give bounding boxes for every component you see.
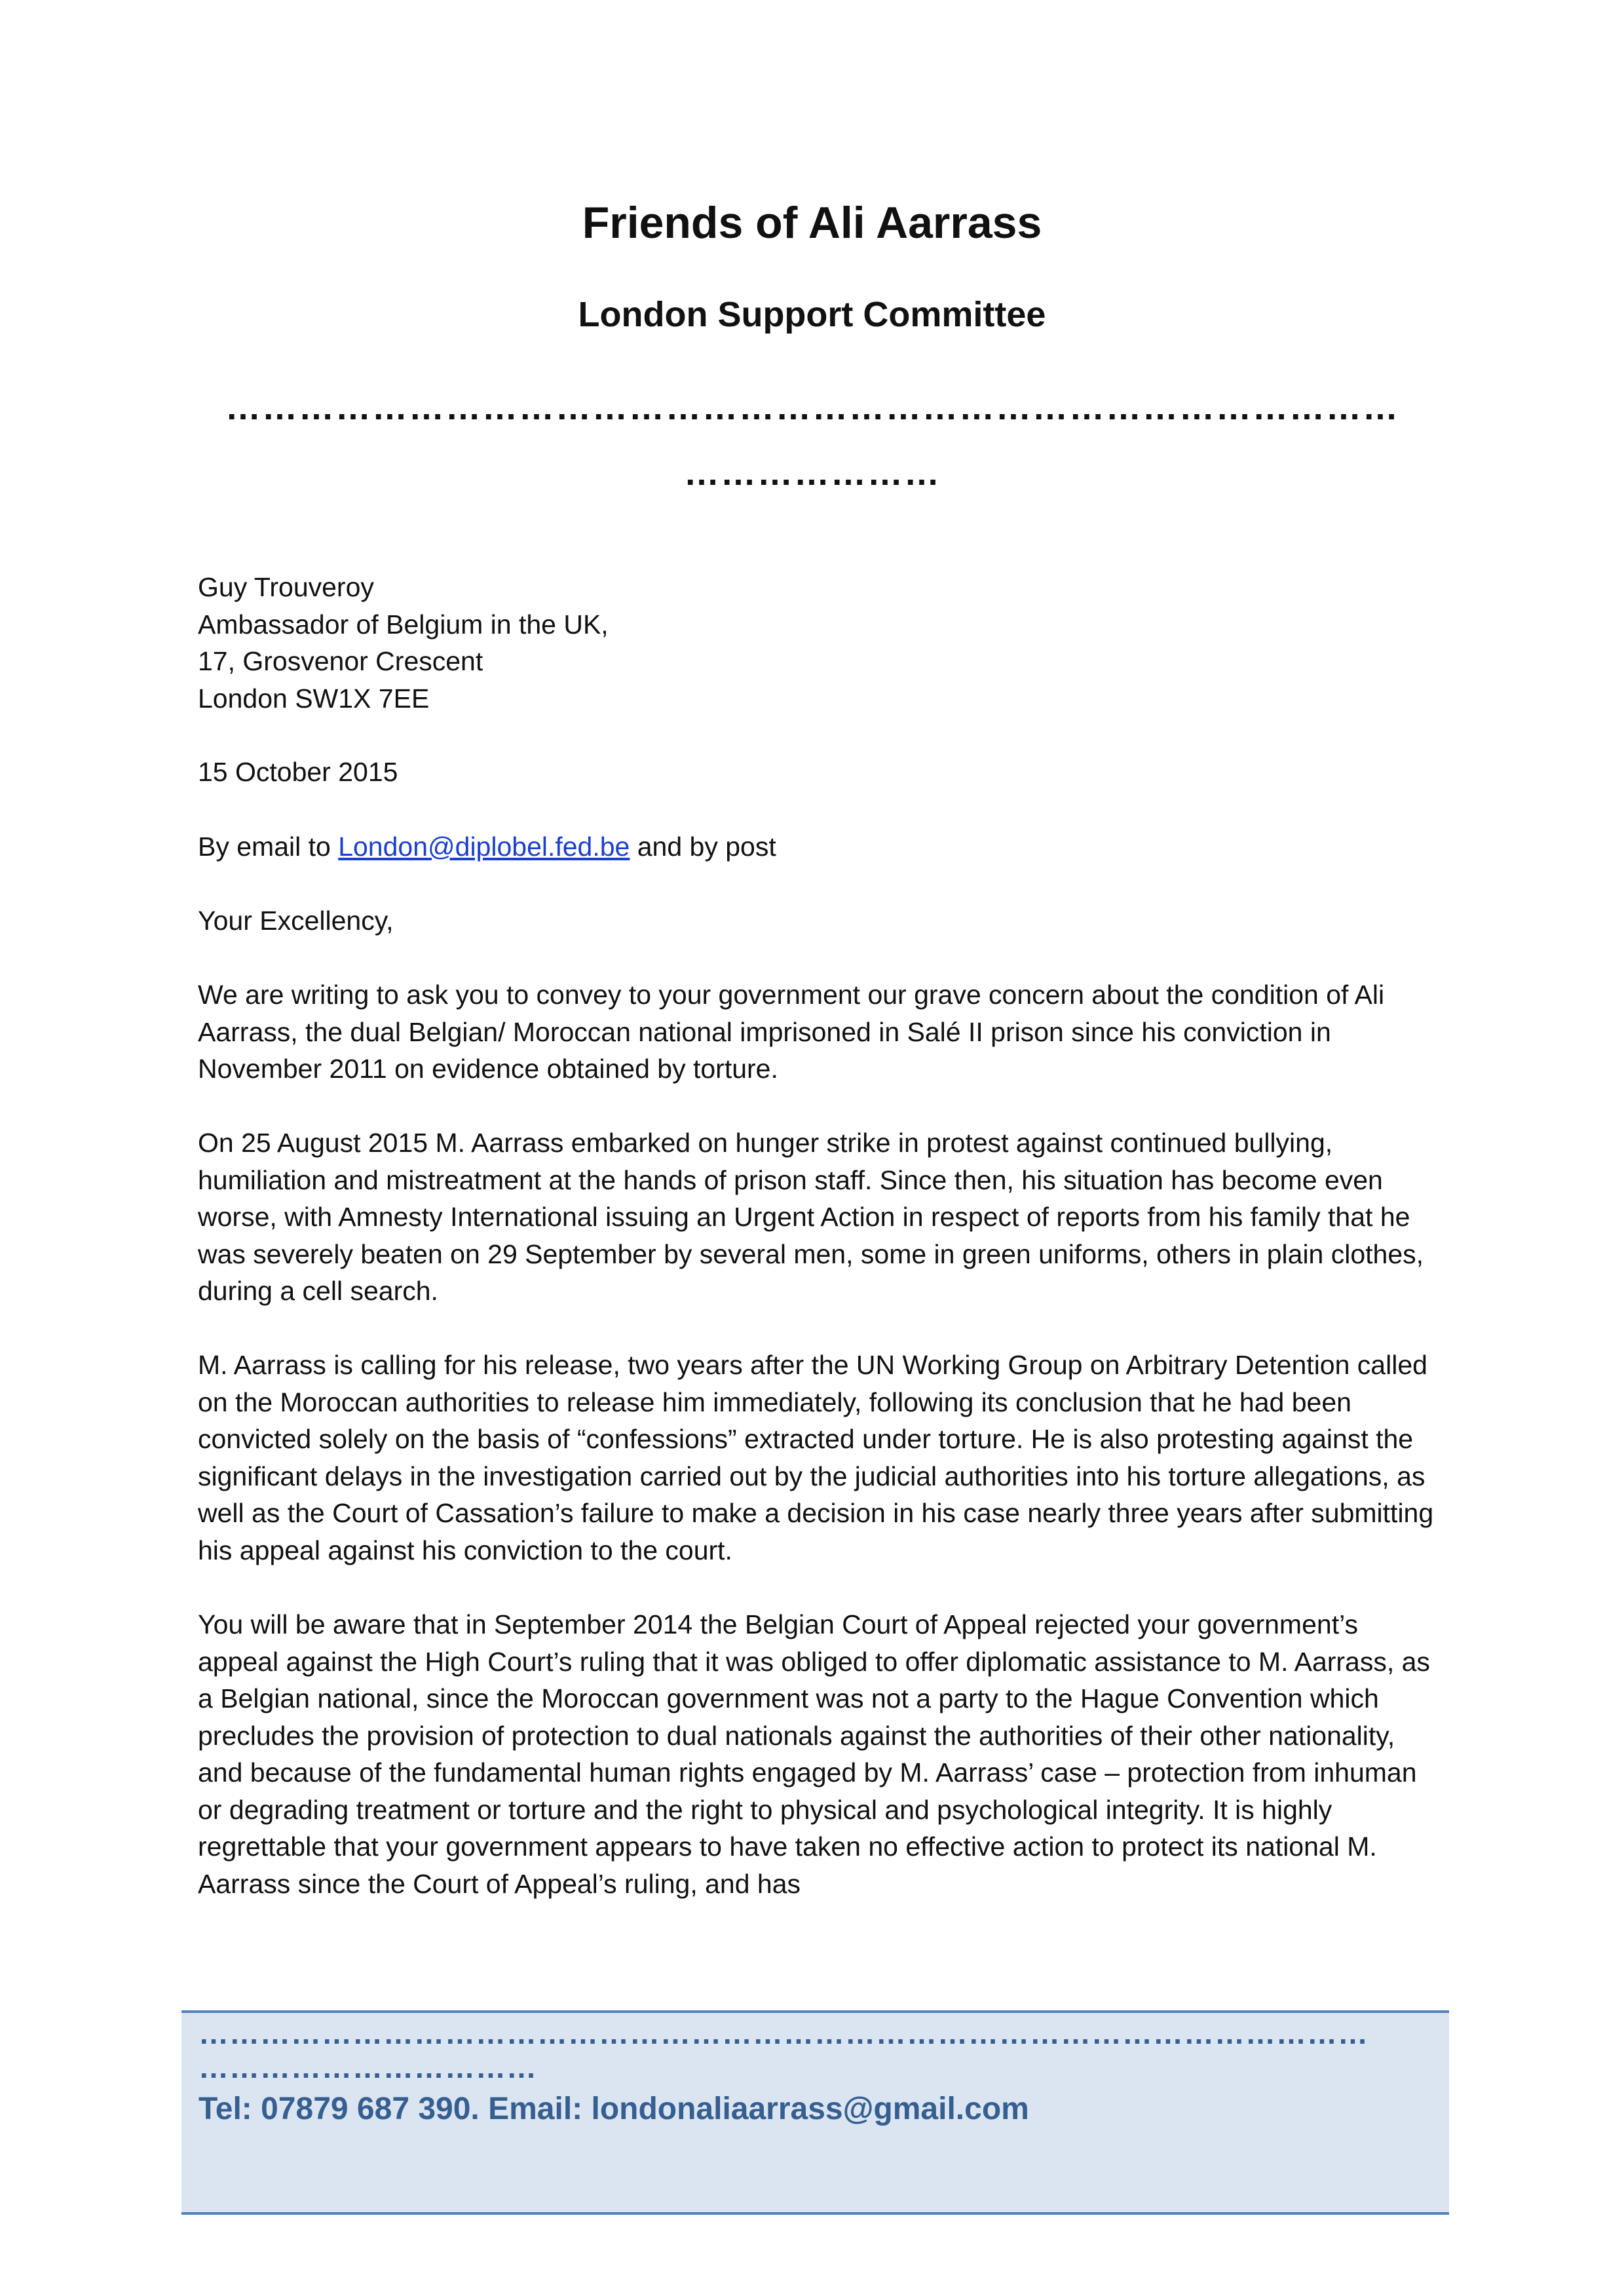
recipient-street: 17, Grosvenor Crescent [198,646,483,676]
body-paragraph: M. Aarrass is calling for his release, two years after the UN Working Group on Arbitrary Detention called on the Moroccan authorities to release him immediately, following its conclusion that he had been convicted solely on the basis of “confessions” extracted under torture. He is also protesting against the significant delays in the investigation carried out by the judicial authorities into his torture allegations, as well as the Court of Cassation’s failure to make a decision in his case nearly three years after submitting his appeal against his conviction to the court. [198,1350,1434,1565]
letter-subtitle: London Support Committee [578,295,1046,334]
salutation: Your Excellency, [198,906,394,936]
body-paragraph: On 25 August 2015 M. Aarrass embarked on hunger strike in protest against continued bullying, humiliation and mistreatment at the hands of prison staff. Since then, his situation has become even worse, with Amnesty International issuing an Urgent Action in respect of reports from his family that he was severely beaten on 29 September by several men, some in green uniforms, others in plain clothes, during a cell search. [198,1128,1424,1306]
body-paragraph: We are writing to ask you to convey to your government our grave concern about the condition of Ali Aarrass, the dual Belgian/ Moroccan national imprisoned in Salé II prison since his conviction in November 2011 on evidence obtained by torture. [198,980,1385,1084]
footer-contact-box [181,2010,1449,2215]
footer-contact-info: Tel: 07879 687 390. Email: londonaliaarrass@gmail.com [198,2092,1029,2126]
delivery-line [198,828,1443,866]
embassy-email-link[interactable]: London@diplobel.fed.be [338,832,630,862]
delivery-prefix: By email to [198,832,339,862]
footer-dotted-line-1: …………………………………………………………………………………………………… [198,2016,1369,2050]
footer-dotted-line-2: …………………………… [198,2050,537,2084]
recipient-address [198,569,1443,717]
letter-date: 15 October 2015 [198,757,398,787]
recipient-name: Guy Trouveroy [198,572,374,602]
recipient-position: Ambassador of Belgium in the UK, [198,609,609,640]
recipient-city: London SW1X 7EE [198,683,430,714]
delivery-suffix: and by post [630,832,776,862]
letter-title: Friends of Ali Aarrass [582,198,1042,248]
body-paragraph: You will be aware that in September 2014 the Belgian Court of Appeal rejected your government’s appeal against the High Court’s ruling that it was obliged to offer diplomatic assistance to M. Aarrass, as a Belgian national, since the Moroccan government was not a party to the Hague Convention which precludes the provision of protection to dual nationals against the authorities of their other nationality, and because of the fundamental human rights engaged by M. Aarrass’ case – protection from inhuman or degrading treatment or torture and the right to physical and psychological integrity. It is highly regrettable that your government appears to have taken no effective action to protect its national M. Aarrass since the Court of Appeal’s ruling, and has [198,1609,1430,1899]
dotted-divider-line-2: ………………… [684,453,941,493]
dotted-divider-line-1: …………………………………………………………………………………… [225,388,1399,427]
